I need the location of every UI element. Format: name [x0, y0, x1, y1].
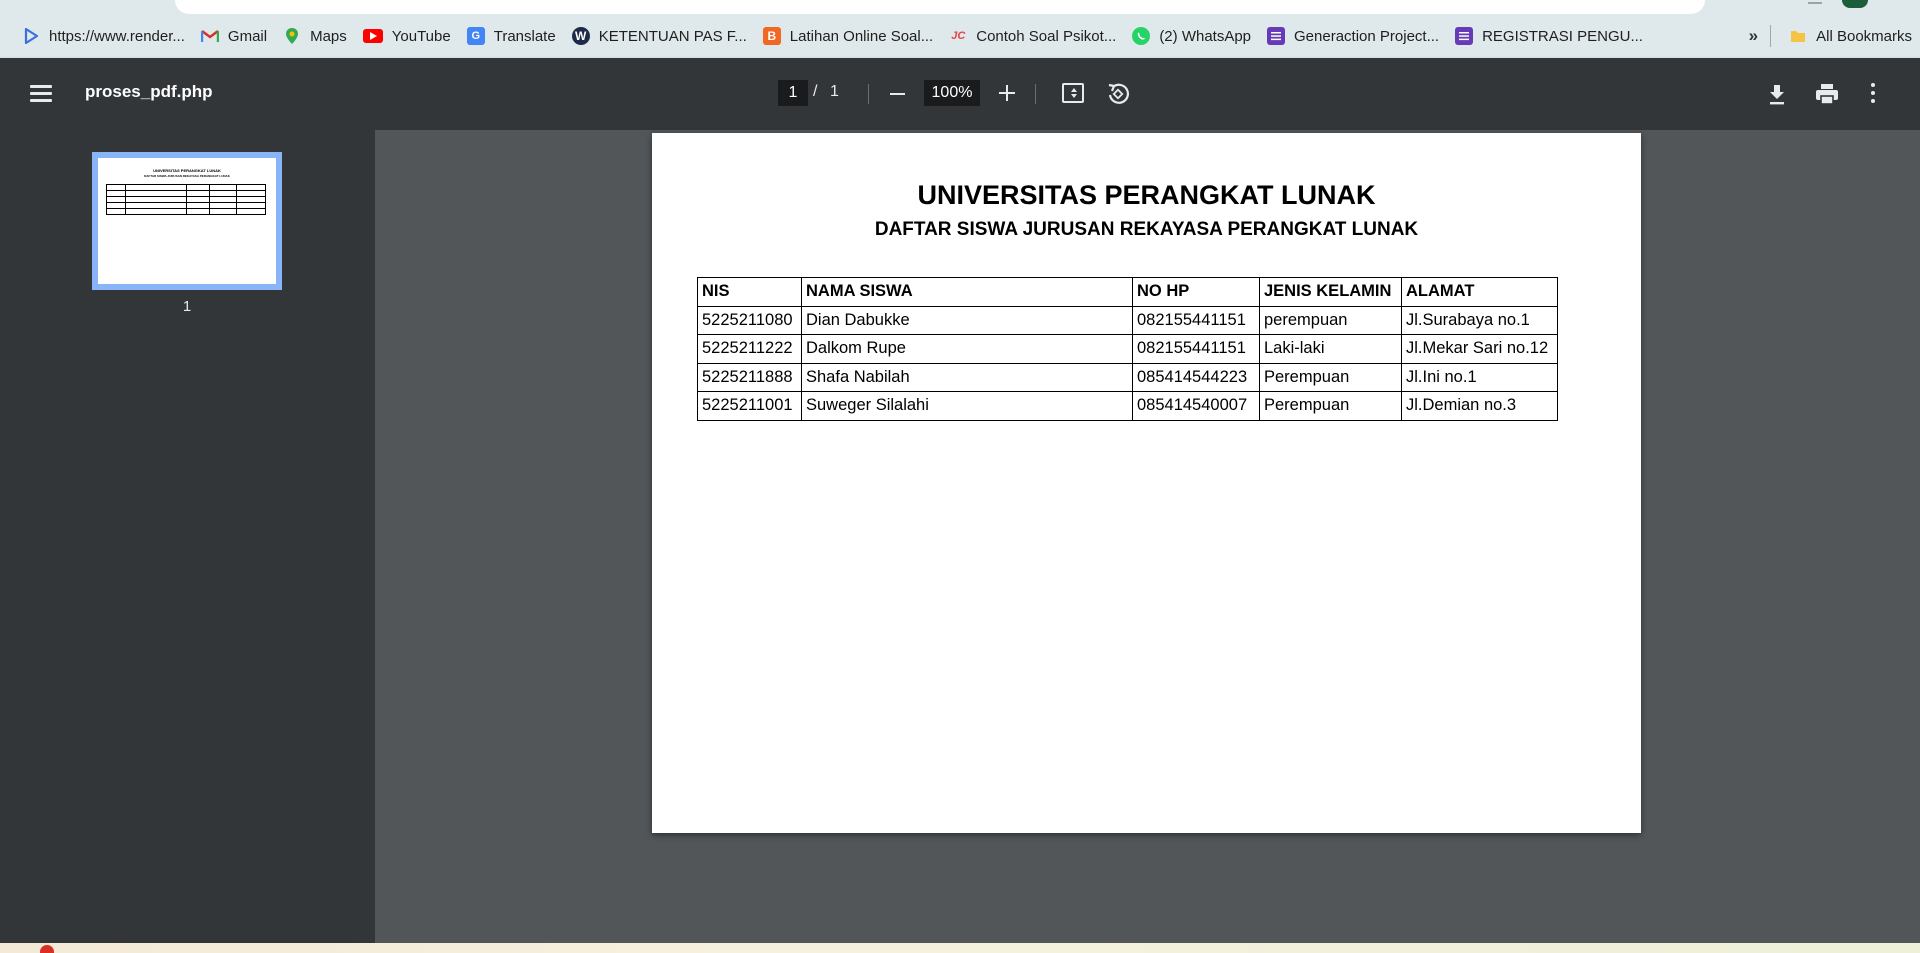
- document-viewport[interactable]: [375, 130, 1920, 943]
- bookmark-item[interactable]: [275, 20, 355, 52]
- bookmark-item[interactable]: [941, 20, 1124, 52]
- page-thumbnail[interactable]: [92, 152, 282, 290]
- table-cell: Jl.Demian no.3: [1402, 392, 1558, 421]
- bookmark-item[interactable]: [14, 20, 193, 52]
- document-heading: UNIVERSITAS PERANGKAT LUNAK: [917, 180, 1376, 210]
- bookmark-label: YouTube: [391, 27, 451, 45]
- table-row: [698, 306, 1558, 335]
- table-cell: Suweger Silalahi: [802, 392, 1133, 421]
- rotate-icon[interactable]: [1106, 82, 1130, 106]
- folder-icon: [1789, 27, 1807, 45]
- toolbar-divider: [1035, 84, 1036, 104]
- table-cell: 5225211222: [698, 335, 802, 364]
- table-row: [698, 335, 1558, 364]
- print-icon[interactable]: [1815, 83, 1839, 105]
- thumbnail-table: [106, 184, 266, 215]
- thumbnail-page-number: 1: [182, 298, 192, 315]
- table-cell: Perempuan: [1260, 363, 1402, 392]
- table-cell: Jl.Surabaya no.1: [1402, 306, 1558, 335]
- thumbnail-sidebar: [0, 130, 375, 943]
- bookmarks-bar: [0, 14, 1920, 58]
- bookmark-label: Translate: [493, 27, 556, 45]
- bookmark-label: https://www.render...: [49, 27, 185, 45]
- render-play-icon: [22, 27, 40, 45]
- column-header: ALAMAT: [1402, 278, 1558, 307]
- maps-pin-icon: [283, 27, 301, 45]
- table-cell: Perempuan: [1260, 392, 1402, 421]
- table-cell: Shafa Nabilah: [802, 363, 1133, 392]
- bookmark-star-icon[interactable]: [1808, 0, 1822, 4]
- table-cell: Dian Dabukke: [802, 306, 1133, 335]
- thumbnail-page-preview: [98, 158, 276, 284]
- column-header: NO HP: [1133, 278, 1260, 307]
- student-table: [697, 277, 1558, 421]
- table-cell: 5225211080: [698, 306, 802, 335]
- address-bar[interactable]: [175, 0, 1705, 14]
- table-cell: perempuan: [1260, 306, 1402, 335]
- table-cell: 085414544223: [1133, 363, 1260, 392]
- table-cell: 082155441151: [1133, 335, 1260, 364]
- bookmarks-separator: [1770, 25, 1771, 47]
- zoom-out-icon[interactable]: [890, 93, 905, 95]
- translate-icon: G: [467, 27, 485, 45]
- bookmark-item[interactable]: [564, 20, 755, 52]
- table-cell: Jl.Ini no.1: [1402, 363, 1558, 392]
- google-forms-icon: [1267, 27, 1285, 45]
- menu-icon[interactable]: [30, 85, 52, 103]
- bookmark-label: Contoh Soal Psikot...: [976, 27, 1117, 45]
- all-bookmarks-button[interactable]: [1781, 20, 1920, 52]
- table-row: [698, 363, 1558, 392]
- bookmarks-bar-right: [1737, 14, 1920, 58]
- bookmark-item[interactable]: [755, 20, 941, 52]
- table-cell: Dalkom Rupe: [802, 335, 1133, 364]
- bookmark-label: Latihan Online Soal...: [789, 27, 934, 45]
- youtube-icon: [363, 29, 383, 43]
- bookmark-label: REGISTRASI PENGU...: [1482, 27, 1643, 45]
- bookmark-item[interactable]: [1124, 20, 1259, 52]
- download-icon[interactable]: [1766, 82, 1788, 106]
- all-bookmarks-label: All Bookmarks: [1816, 27, 1912, 45]
- bookmark-item[interactable]: [1259, 20, 1447, 52]
- fit-to-page-icon[interactable]: [1062, 83, 1084, 103]
- toolbar-divider: [868, 84, 869, 104]
- bookmarks-overflow-chevron[interactable]: »: [1748, 26, 1759, 45]
- bookmark-item[interactable]: [355, 20, 459, 52]
- page-number-input[interactable]: 1: [778, 80, 808, 106]
- document-subheading: DAFTAR SISWA JURUSAN REKAYASA PERANGKAT LUNAK: [874, 219, 1419, 240]
- table-cell: Jl.Mekar Sari no.12: [1402, 335, 1558, 364]
- wordpress-icon: W: [572, 27, 590, 45]
- blogger-icon: B: [763, 27, 781, 45]
- thumbnail-subtitle: DAFTAR SISWA JURUSAN REKAYASA PERANGKAT LUNAK: [144, 174, 230, 178]
- whatsapp-icon: [1132, 27, 1150, 45]
- google-forms-icon: [1455, 27, 1473, 45]
- thumbnail-title: UNIVERSITAS PERANGKAT LUNAK: [153, 168, 221, 173]
- column-header: NAMA SISWA: [802, 278, 1133, 307]
- bookmark-item[interactable]: [193, 20, 275, 52]
- more-options-icon[interactable]: [1870, 83, 1876, 103]
- bookmark-label: Generaction Project...: [1294, 27, 1440, 45]
- table-row: [698, 392, 1558, 421]
- psikotes-logo-icon: JC: [951, 30, 966, 42]
- table-cell: 082155441151: [1133, 306, 1260, 335]
- taskbar-app-icon[interactable]: [40, 945, 54, 953]
- pdf-page: [652, 133, 1641, 833]
- column-header: NIS: [698, 278, 802, 307]
- profile-avatar[interactable]: [1842, 0, 1868, 8]
- table-header-row: [698, 278, 1558, 307]
- bookmark-label: KETENTUAN PAS F...: [598, 27, 747, 45]
- page-total: 1: [830, 83, 839, 100]
- column-header: JENIS KELAMIN: [1260, 278, 1402, 307]
- gmail-icon: [201, 27, 219, 45]
- bottom-strip: [0, 943, 1920, 953]
- bookmark-item[interactable]: [1447, 20, 1651, 52]
- bookmark-label: (2) WhatsApp: [1159, 27, 1252, 45]
- table-cell: 5225211888: [698, 363, 802, 392]
- document-title: proses_pdf.php: [85, 82, 213, 101]
- bookmark-label: Maps: [310, 27, 347, 45]
- table-cell: Laki-laki: [1260, 335, 1402, 364]
- bookmark-label: Gmail: [227, 27, 268, 45]
- zoom-in-icon[interactable]: [999, 85, 1015, 101]
- table-cell: 5225211001: [698, 392, 802, 421]
- table-cell: 085414540007: [1133, 392, 1260, 421]
- page-separator: /: [813, 83, 818, 100]
- bookmark-item[interactable]: [459, 20, 564, 52]
- pdf-toolbar: [0, 58, 1920, 130]
- zoom-input[interactable]: 100%: [924, 80, 980, 106]
